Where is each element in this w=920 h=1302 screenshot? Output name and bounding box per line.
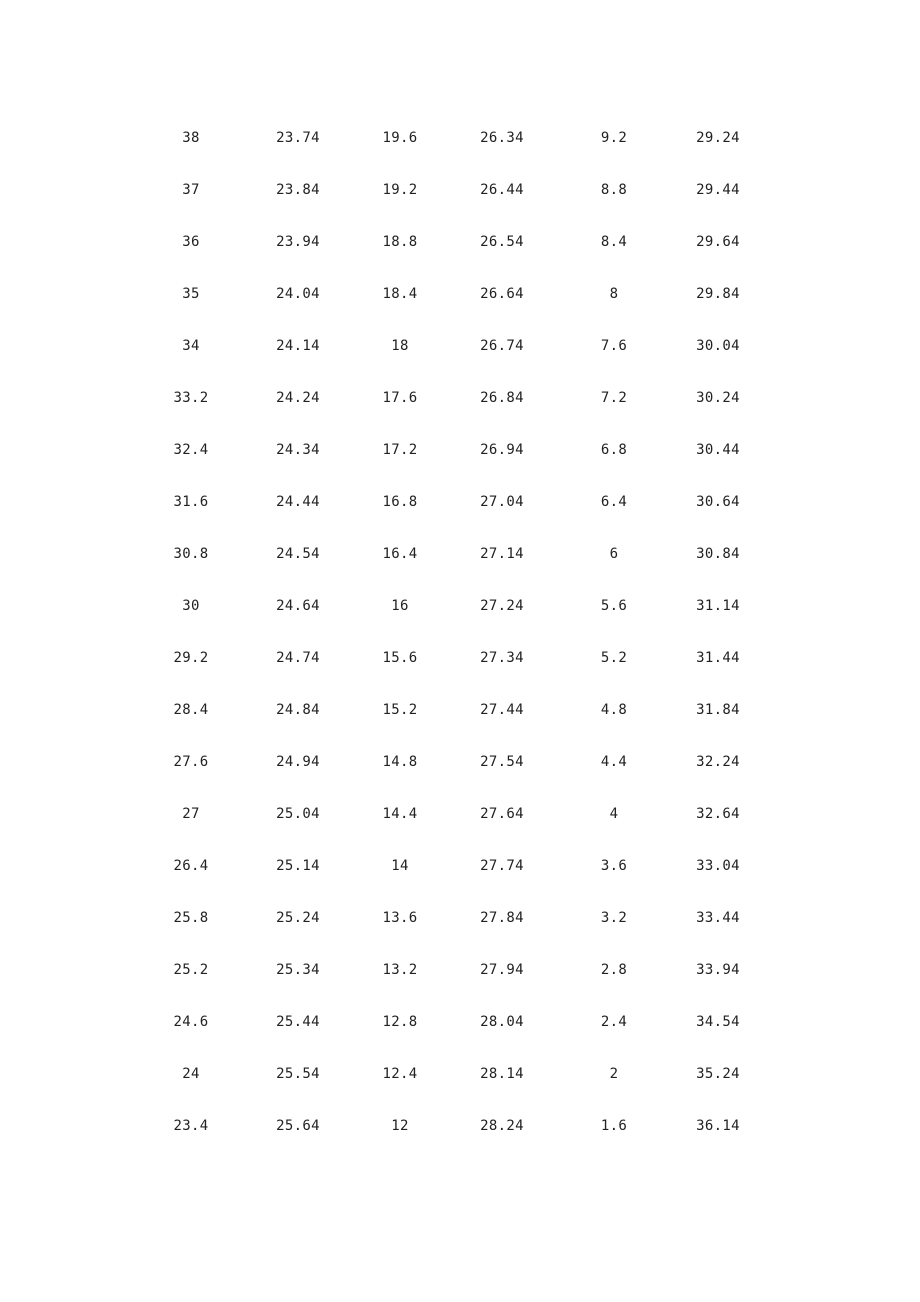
table-cell: 25.24 — [276, 910, 320, 926]
table-cell: 14.4 — [382, 806, 418, 822]
table-cell: 29.2 — [173, 650, 209, 666]
table-cell: 28.14 — [480, 1066, 524, 1082]
table-cell: 24.84 — [276, 702, 320, 718]
table-cell: 8 — [609, 286, 619, 302]
table-cell: 32.64 — [696, 806, 740, 822]
table-cell: 18.8 — [382, 234, 418, 250]
table-row — [138, 372, 764, 424]
table-cell: 34 — [182, 338, 200, 354]
table-cell: 6.8 — [600, 442, 628, 458]
table-cell: 36 — [182, 234, 200, 250]
table-cell: 7.6 — [600, 338, 628, 354]
table-cell: 9.2 — [600, 130, 628, 146]
table-cell: 27.14 — [480, 546, 524, 562]
table-row — [138, 528, 764, 580]
table-cell: 33.2 — [173, 390, 209, 406]
data-table — [138, 112, 764, 1152]
table-row — [138, 112, 764, 164]
table-cell: 29.24 — [696, 130, 740, 146]
table-cell: 28.04 — [480, 1014, 524, 1030]
table-cell: 13.6 — [382, 910, 418, 926]
table-row — [138, 996, 764, 1048]
table-cell: 33.94 — [696, 962, 740, 978]
table-body — [138, 112, 764, 1152]
table-cell: 19.2 — [382, 182, 418, 198]
table-row — [138, 580, 764, 632]
table-cell: 25.34 — [276, 962, 320, 978]
table-cell: 35.24 — [696, 1066, 740, 1082]
table-cell: 26.44 — [480, 182, 524, 198]
table-cell: 30.64 — [696, 494, 740, 510]
table-cell: 6.4 — [600, 494, 628, 510]
table-cell: 27 — [182, 806, 200, 822]
table-cell: 36.14 — [696, 1118, 740, 1134]
table-cell: 25.14 — [276, 858, 320, 874]
table-cell: 24.64 — [276, 598, 320, 614]
table-cell: 7.2 — [600, 390, 628, 406]
table-cell: 27.6 — [173, 754, 209, 770]
table-cell: 28.4 — [173, 702, 209, 718]
table-cell: 26.74 — [480, 338, 524, 354]
table-row — [138, 632, 764, 684]
table-row — [138, 684, 764, 736]
table-cell: 31.14 — [696, 598, 740, 614]
table-cell: 33.04 — [696, 858, 740, 874]
table-row — [138, 476, 764, 528]
table-cell: 33.44 — [696, 910, 740, 926]
table-cell: 30.04 — [696, 338, 740, 354]
table-cell: 8.4 — [600, 234, 628, 250]
table-cell: 4.8 — [600, 702, 628, 718]
table-row — [138, 892, 764, 944]
table-cell: 35 — [182, 286, 200, 302]
table-cell: 34.54 — [696, 1014, 740, 1030]
table-row — [138, 1100, 764, 1152]
table-cell: 30.24 — [696, 390, 740, 406]
table-cell: 18.4 — [382, 286, 418, 302]
table-cell: 32.24 — [696, 754, 740, 770]
table-cell: 5.6 — [600, 598, 628, 614]
table-cell: 37 — [182, 182, 200, 198]
table-cell: 25.8 — [173, 910, 209, 926]
table-cell: 17.6 — [382, 390, 418, 406]
table-cell: 26.34 — [480, 130, 524, 146]
table-row — [138, 1048, 764, 1100]
table-cell: 32.4 — [173, 442, 209, 458]
table-cell: 12.4 — [382, 1066, 418, 1082]
table-row — [138, 268, 764, 320]
table-row — [138, 164, 764, 216]
table-cell: 13.2 — [382, 962, 418, 978]
table-row — [138, 320, 764, 372]
table-cell: 15.2 — [382, 702, 418, 718]
table-cell: 25.64 — [276, 1118, 320, 1134]
table-cell: 5.2 — [600, 650, 628, 666]
table-cell: 14.8 — [382, 754, 418, 770]
table-cell: 23.94 — [276, 234, 320, 250]
table-cell: 30.8 — [173, 546, 209, 562]
table-cell: 24.04 — [276, 286, 320, 302]
table-cell: 38 — [182, 130, 200, 146]
table-cell: 3.6 — [600, 858, 628, 874]
table-cell: 27.64 — [480, 806, 524, 822]
table-cell: 31.84 — [696, 702, 740, 718]
table-cell: 26.64 — [480, 286, 524, 302]
table-cell: 27.84 — [480, 910, 524, 926]
table-row — [138, 216, 764, 268]
table-cell: 30.84 — [696, 546, 740, 562]
table-cell: 24.44 — [276, 494, 320, 510]
table-cell: 1.6 — [600, 1118, 628, 1134]
table-cell: 8.8 — [600, 182, 628, 198]
table-cell: 2 — [609, 1066, 619, 1082]
table-cell: 12.8 — [382, 1014, 418, 1030]
table-cell: 25.2 — [173, 962, 209, 978]
table-cell: 26.4 — [173, 858, 209, 874]
table-cell: 24.24 — [276, 390, 320, 406]
table-cell: 2.8 — [600, 962, 628, 978]
table-row — [138, 788, 764, 840]
table-cell: 23.84 — [276, 182, 320, 198]
table-cell: 29.44 — [696, 182, 740, 198]
table-row — [138, 736, 764, 788]
table-cell: 24.34 — [276, 442, 320, 458]
table-cell: 16 — [391, 598, 409, 614]
table-cell: 27.34 — [480, 650, 524, 666]
table-cell: 15.6 — [382, 650, 418, 666]
table-cell: 29.64 — [696, 234, 740, 250]
table-cell: 30.44 — [696, 442, 740, 458]
table-cell: 25.04 — [276, 806, 320, 822]
table-cell: 25.54 — [276, 1066, 320, 1082]
table-cell: 31.6 — [173, 494, 209, 510]
table-cell: 27.54 — [480, 754, 524, 770]
table-cell: 12 — [391, 1118, 409, 1134]
table-cell: 16.4 — [382, 546, 418, 562]
table-cell: 25.44 — [276, 1014, 320, 1030]
table-cell: 28.24 — [480, 1118, 524, 1134]
table-row — [138, 944, 764, 996]
table-cell: 30 — [182, 598, 200, 614]
table-cell: 29.84 — [696, 286, 740, 302]
table-cell: 4.4 — [600, 754, 628, 770]
table-cell: 4 — [609, 806, 619, 822]
table-cell: 27.44 — [480, 702, 524, 718]
table-cell: 23.4 — [173, 1118, 209, 1134]
table-row — [138, 424, 764, 476]
table-row — [138, 840, 764, 892]
table-cell: 18 — [391, 338, 409, 354]
table-cell: 14 — [391, 858, 409, 874]
table-cell: 31.44 — [696, 650, 740, 666]
table-cell: 27.74 — [480, 858, 524, 874]
table-cell: 6 — [609, 546, 619, 562]
table-cell: 17.2 — [382, 442, 418, 458]
table-cell: 24.94 — [276, 754, 320, 770]
table-cell: 2.4 — [600, 1014, 628, 1030]
table-cell: 24.14 — [276, 338, 320, 354]
table-cell: 26.84 — [480, 390, 524, 406]
table-cell: 24.6 — [173, 1014, 209, 1030]
table-cell: 16.8 — [382, 494, 418, 510]
table-cell: 26.94 — [480, 442, 524, 458]
table-cell: 24.54 — [276, 546, 320, 562]
table-cell: 27.04 — [480, 494, 524, 510]
table-cell: 26.54 — [480, 234, 524, 250]
table-cell: 27.94 — [480, 962, 524, 978]
table-cell: 27.24 — [480, 598, 524, 614]
table-cell: 24 — [182, 1066, 200, 1082]
table-cell: 24.74 — [276, 650, 320, 666]
table-cell: 19.6 — [382, 130, 418, 146]
table-cell: 23.74 — [276, 130, 320, 146]
table-cell: 3.2 — [600, 910, 628, 926]
